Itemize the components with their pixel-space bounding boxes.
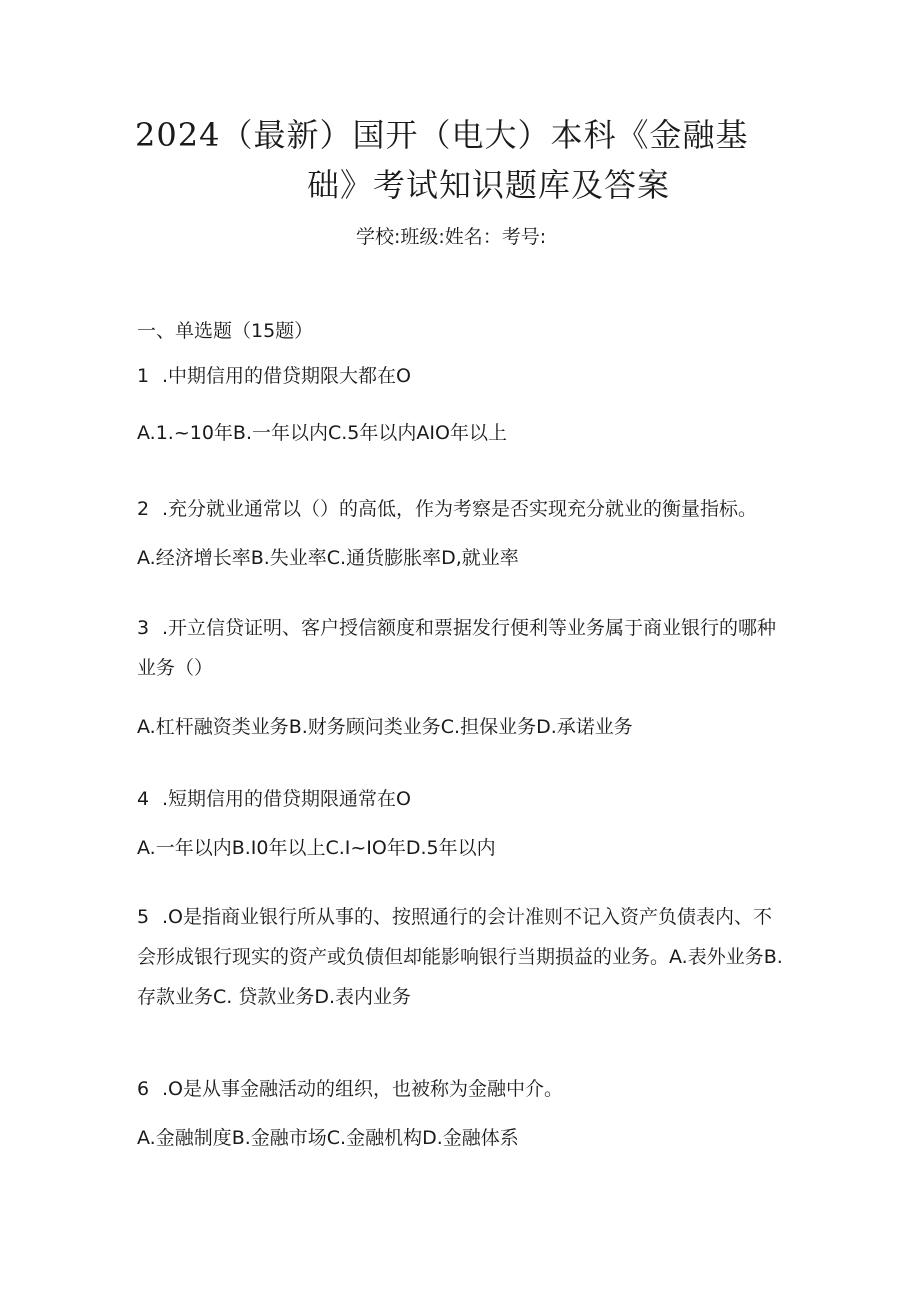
question-stem: .中期信用的借贷期限大都在O bbox=[162, 365, 411, 387]
question-stem: .O是指商业银行所从事的、按照通行的会计准则不记入资产负债表内、不会形成银行现实的资产或负债但却能影响银行当期损益的业务。A.表外业务B.存款业务C. 贷款业务D.表内业务 bbox=[137, 906, 783, 1008]
question-1-options: A.1.~10年B.一年以内C.5年以内AIO年以上 bbox=[137, 422, 507, 444]
question-stem: .充分就业通常以（）的高低，作为考察是否实现充分就业的衡量指标。 bbox=[162, 498, 758, 520]
question-number: 3 bbox=[137, 617, 150, 639]
question-number: 4 bbox=[137, 788, 150, 810]
question-number: 2 bbox=[137, 498, 150, 520]
question-stem: .O是从事金融活动的组织，也被称为金融中介。 bbox=[162, 1078, 563, 1100]
question-2-options: A.经济增长率B.失业率C.通货膨胀率D,就业率 bbox=[137, 547, 519, 569]
section-heading: 一、单选题（15题） bbox=[137, 320, 314, 342]
question-3 bbox=[137, 608, 787, 688]
student-info-line: 学校:班级:姓名：考号: bbox=[356, 226, 547, 248]
question-stem: .开立信贷证明、客户授信额度和票据发行便利等业务属于商业银行的哪种业务（） bbox=[137, 617, 777, 679]
question-1 bbox=[137, 361, 411, 388]
question-5 bbox=[137, 897, 787, 1017]
question-3-options: A.杠杆融资类业务B.财务顾问类业务C.担保业务D.承诺业务 bbox=[137, 716, 633, 738]
question-6 bbox=[137, 1074, 563, 1101]
question-number: 5 bbox=[137, 906, 150, 928]
question-stem: .短期信用的借贷期限通常在O bbox=[162, 788, 411, 810]
question-number: 6 bbox=[137, 1078, 150, 1100]
question-2 bbox=[137, 494, 757, 521]
question-number: 1 bbox=[137, 365, 150, 387]
question-4 bbox=[137, 784, 411, 811]
question-4-options: A.一年以内B.I0年以上C.I~IO年D.5年以内 bbox=[137, 837, 496, 859]
question-6-options: A.金融制度B.金融市场C.金融机构D.金融体系 bbox=[137, 1127, 519, 1149]
document-title-line-2: 础》考试知识题库及答案 bbox=[307, 166, 671, 204]
document-title-line-1: 2024（最新）国开（电大）本科《金融基 bbox=[135, 116, 749, 154]
